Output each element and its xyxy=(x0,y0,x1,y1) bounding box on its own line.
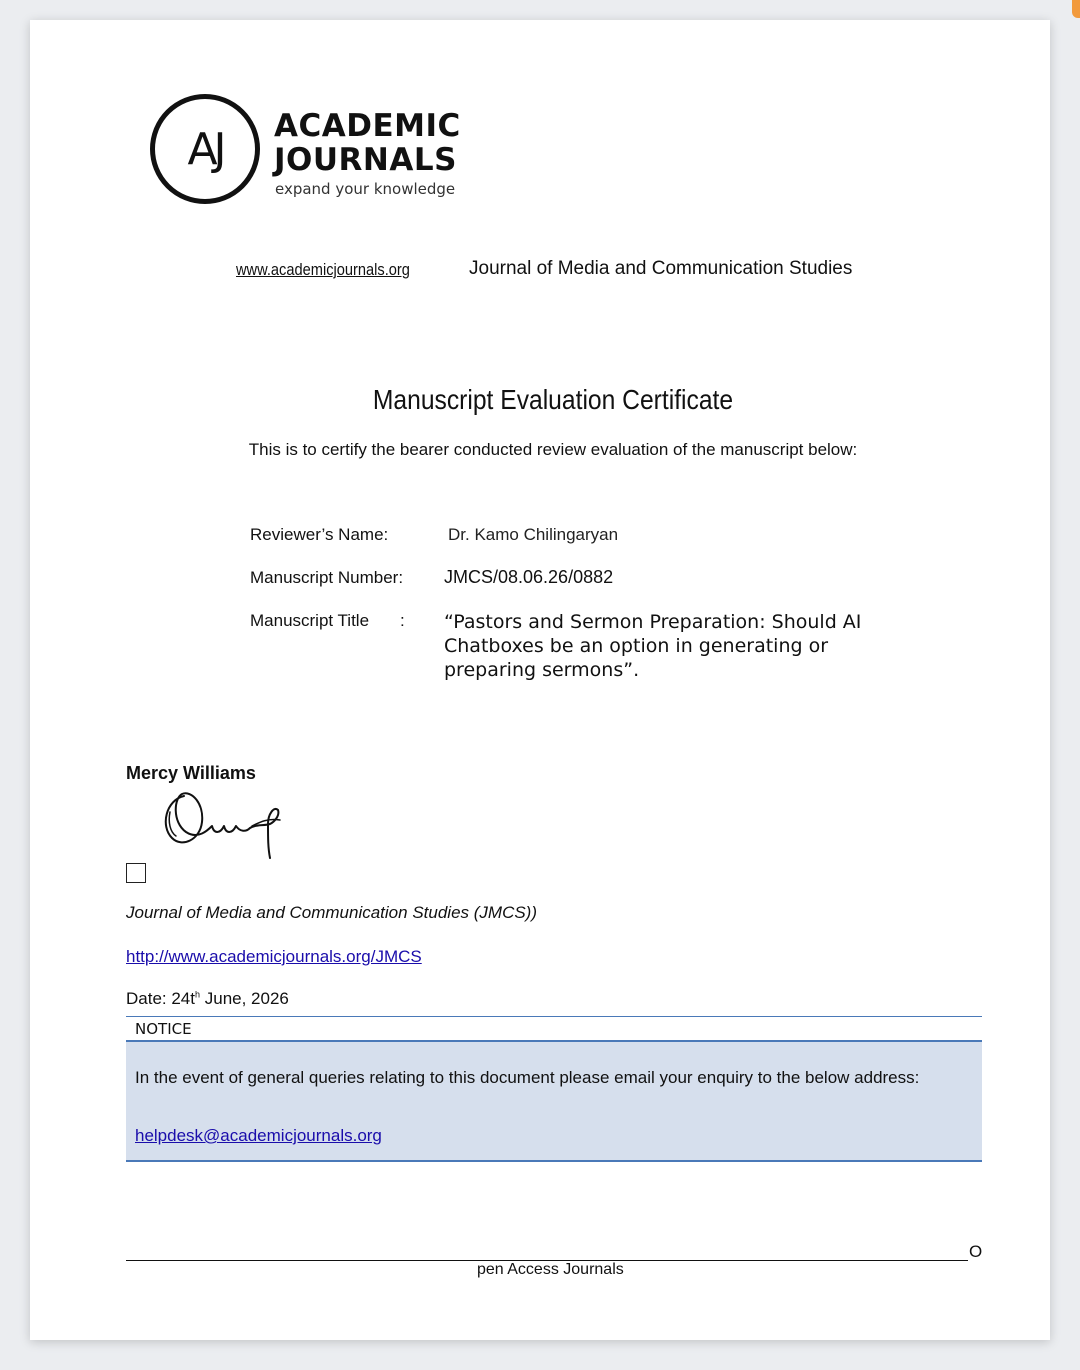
website-link[interactable]: www.academicjournals.org xyxy=(236,260,410,279)
certificate-date xyxy=(126,989,289,1009)
date-suffix: June, 2026 xyxy=(200,989,289,1008)
window-corner-indicator xyxy=(1072,0,1080,18)
manuscript-title-colon: : xyxy=(400,611,405,630)
certificate-title: Manuscript Evaluation Certificate xyxy=(372,384,734,415)
journal-url-link[interactable]: http://www.academicjournals.org/JMCS xyxy=(126,947,422,966)
signer-name: Mercy Williams xyxy=(126,763,256,783)
manuscript-number-value: JMCS/08.06.26/0882 xyxy=(444,567,614,587)
footer-text: pen Access Journals xyxy=(477,1261,624,1278)
date-prefix: Date: 24t xyxy=(126,989,195,1008)
certificate-intro: This is to certify the bearer conducted review evaluation of the manuscript below: xyxy=(248,440,858,459)
checkbox[interactable] xyxy=(126,863,146,883)
manuscript-title-value: “Pastors and Sermon Preparation: Should AI Chatboxes be an option in generating or preparing sermons”. xyxy=(444,611,862,681)
academic-journals-logo xyxy=(150,94,470,206)
date-superscript: h xyxy=(195,989,201,1000)
reviewer-name-value: Dr. Kamo Chilingaryan xyxy=(448,525,619,544)
notice-divider xyxy=(126,1016,982,1017)
handwritten-signature xyxy=(156,782,296,864)
logo-wordmark-line2: JOURNALS xyxy=(274,142,457,178)
journal-name-header: Journal of Media and Communication Studies xyxy=(469,258,853,279)
helpdesk-email-link[interactable]: helpdesk@academicjournals.org xyxy=(135,1126,382,1145)
logo-wordmark-line1: ACADEMIC xyxy=(274,108,461,144)
manuscript-title-label: Manuscript Title xyxy=(250,611,370,630)
footer-o-char: O xyxy=(969,1242,983,1261)
notice-label: NOTICE xyxy=(135,1020,192,1038)
logo-tagline: expand your knowledge xyxy=(275,180,456,198)
document-page xyxy=(30,20,1050,1340)
manuscript-number-label: Manuscript Number: xyxy=(250,568,404,587)
notice-box xyxy=(126,1040,982,1162)
logo-circle-mark: AJ xyxy=(150,94,260,204)
notice-text: In the event of general queries relating to this document please email your enquiry to the below address: xyxy=(135,1068,920,1087)
journal-full-name: Journal of Media and Communication Studies (JMCS)) xyxy=(126,903,538,922)
reviewer-name-label: Reviewer’s Name: xyxy=(250,525,389,544)
